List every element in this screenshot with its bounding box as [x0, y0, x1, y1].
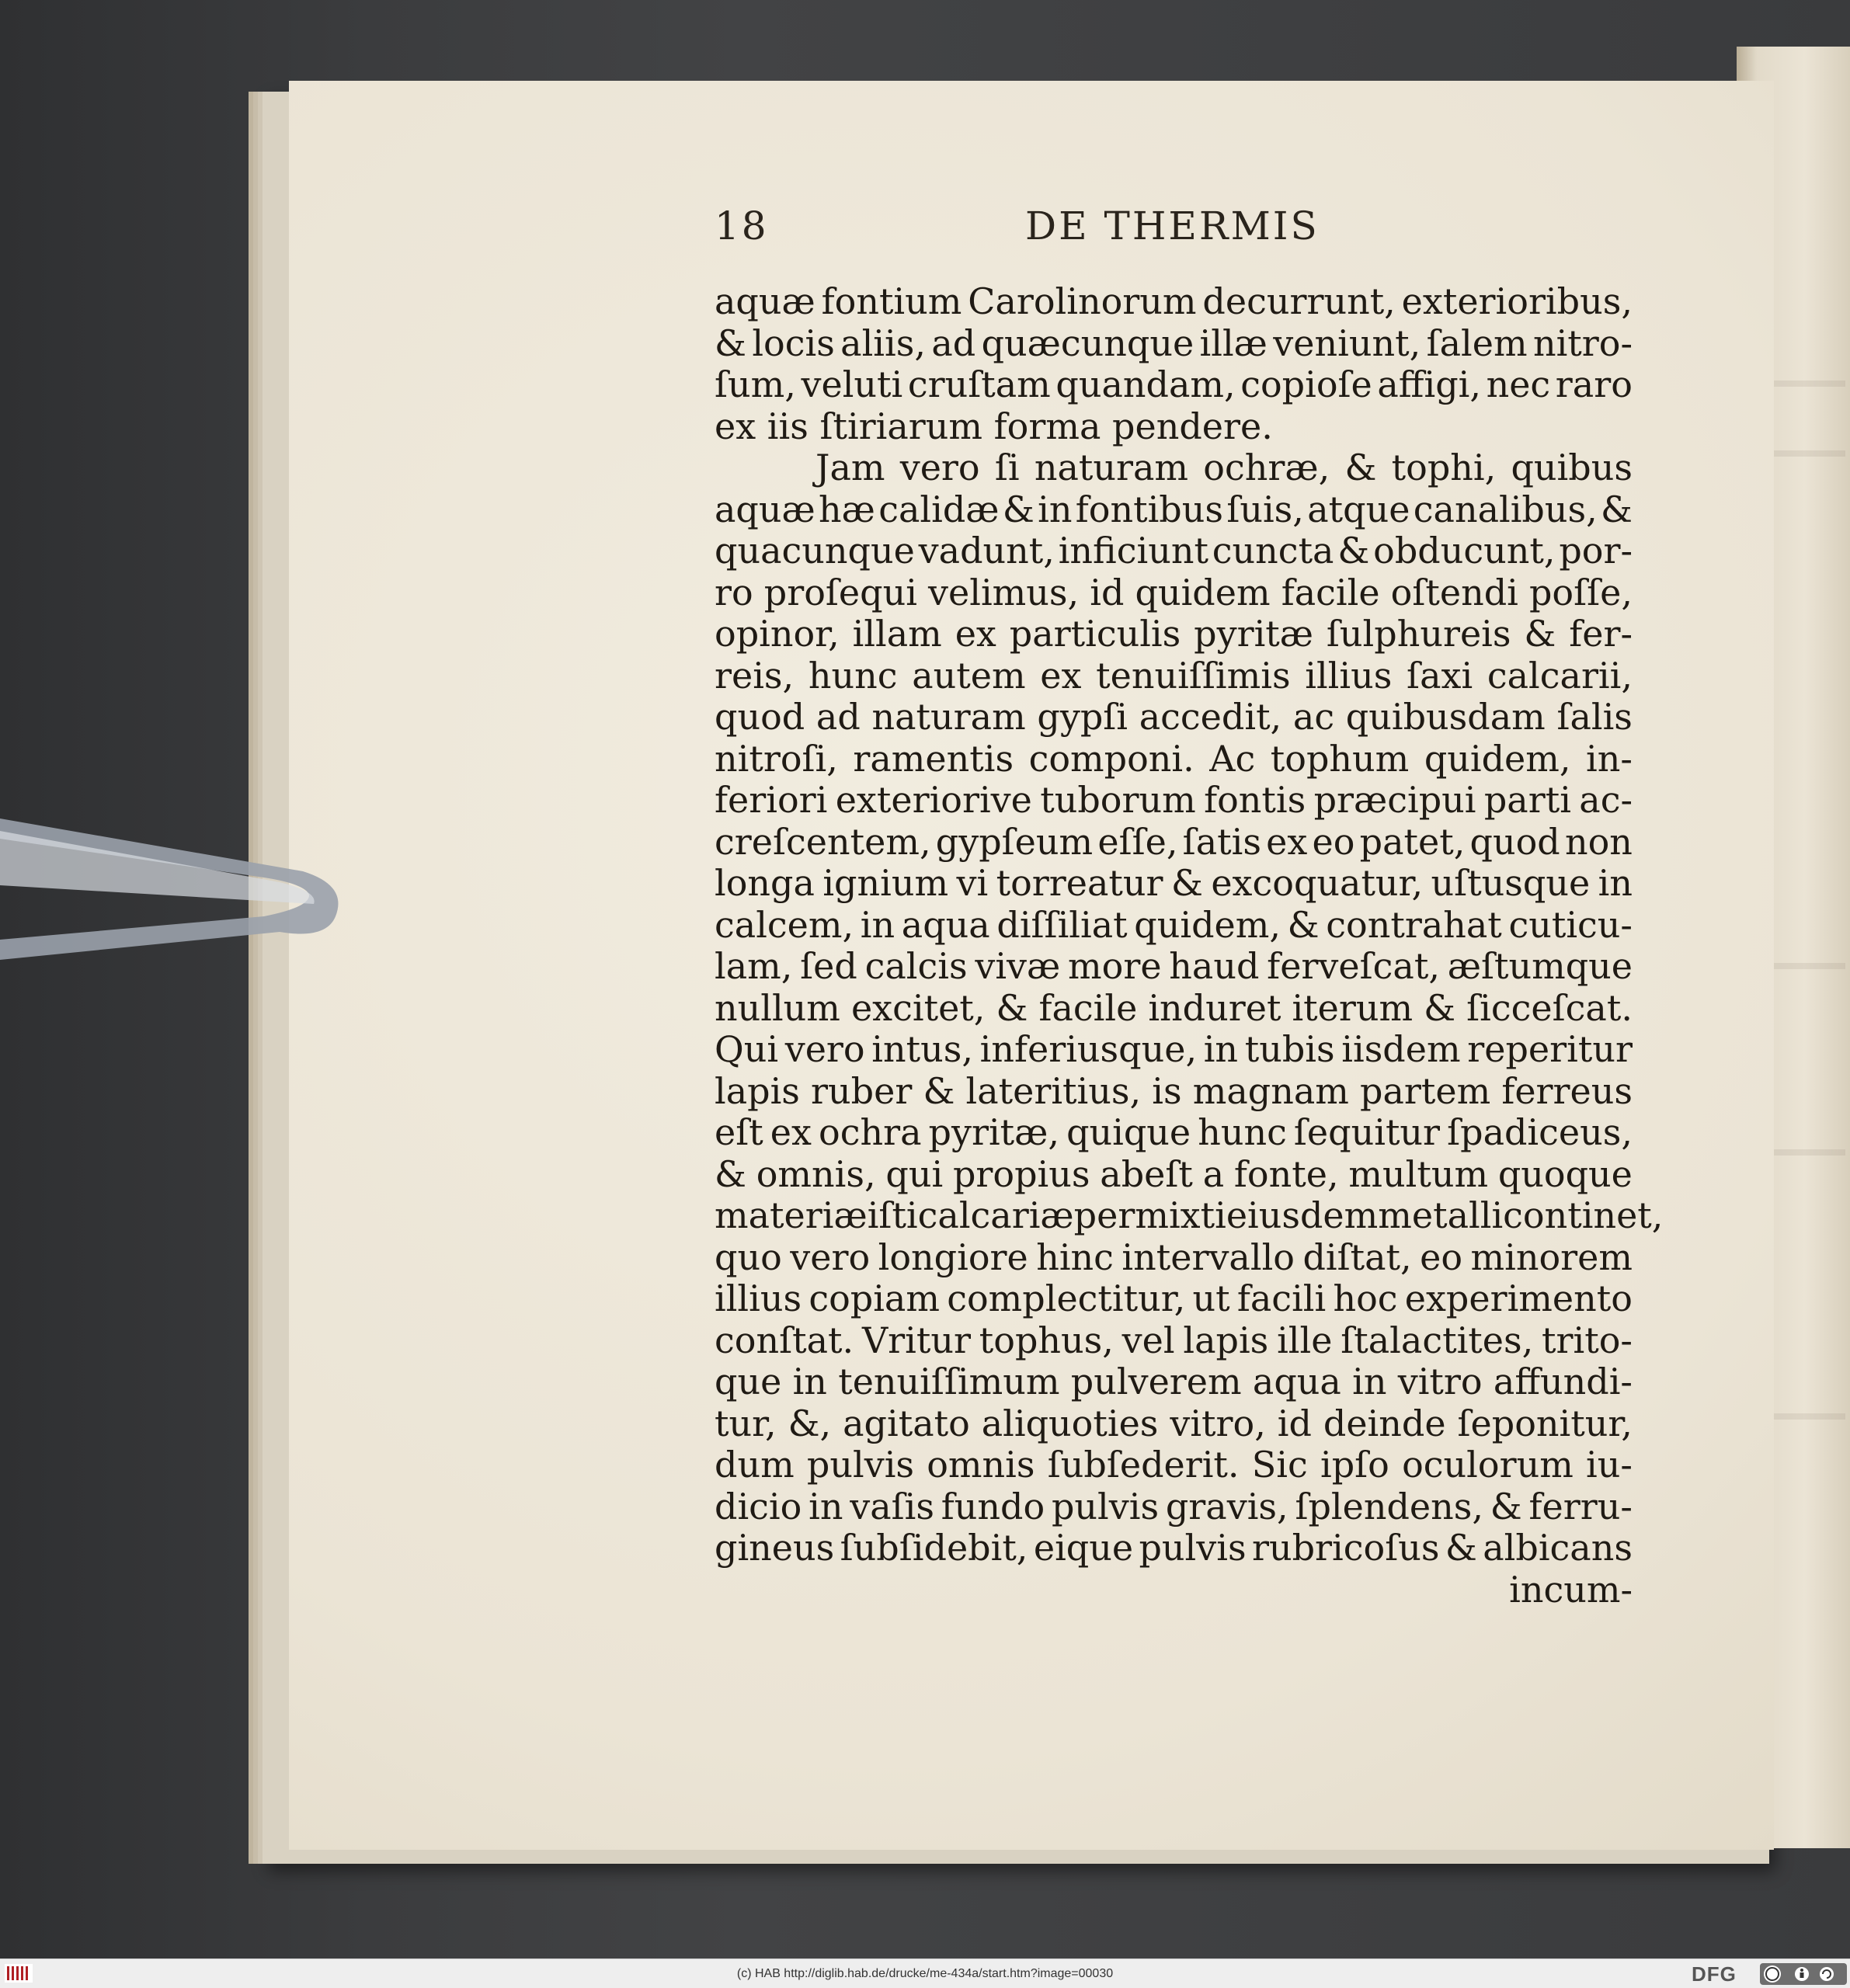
- text-line: opinor, illam ex particulis pyritæ ſulphureis & fer-: [715, 613, 1633, 655]
- text-line: materiæ iſti calcariæ permixti eiusdem metalli continet,: [715, 1194, 1664, 1236]
- text-line: & omnis, qui propius abeſt a fonte, multum quoque: [715, 1152, 1633, 1195]
- text-line: gineus ſubſidebit, eique pulvis rubricoſus & albicans: [715, 1527, 1633, 1569]
- viewer-footer: [0, 1958, 1850, 1988]
- text-line: lapis ruber & lateritius, is magnam partem ferreus: [715, 1069, 1633, 1112]
- running-head: [715, 203, 1631, 258]
- text-line: quo vero longiore hinc intervallo diſtat, eo minorem: [715, 1236, 1633, 1278]
- dfg-logo: DFG: [1692, 1962, 1737, 1986]
- text-line: ex iis ſtiriarum forma pendere.: [715, 405, 1273, 447]
- text-line: longa ignium vi torreatur & excoquatur, uſtusque in: [715, 862, 1633, 904]
- text-line: lam, ſed calcis vivæ more haud ferveſcat, æſtumque: [715, 945, 1633, 987]
- page-number: 18: [715, 203, 769, 248]
- text-line: ro proſequi velimus, id quidem facile oſtendi poſſe,: [715, 571, 1633, 613]
- text-line: creſcentem, gypſeum eſſe, ſatis ex eo patet, quod non: [715, 820, 1633, 863]
- page-clip-icon: [0, 808, 348, 963]
- text-line: ſum, veluti cruſtam quandam, copioſe affigi, nec raro: [715, 363, 1633, 405]
- text-line: illius copiam complectitur, ut facili hoc experimento: [715, 1277, 1633, 1319]
- text-line: eſt ex ochra pyritæ, quique hunc ſequitur ſpadiceus,: [715, 1111, 1633, 1153]
- cc-by-sa-icon: [1760, 1963, 1847, 1985]
- copyright-link[interactable]: (c) HAB http://diglib.hab.de/drucke/me-434a/start.htm?image=00030: [736, 1967, 1114, 1980]
- text-line: quacunque vadunt, inficiunt cuncta & obducunt, por-: [715, 530, 1633, 572]
- text-line: aquæ hæ calidæ & in fontibus ſuis, atque canalibus, &: [715, 488, 1633, 530]
- text-line: conſtat. Vritur tophus, vel lapis ille ſtalactites, trito-: [715, 1319, 1633, 1361]
- text-line: Qui vero intus, inferiusque, in tubis iisdem reperitur: [715, 1028, 1633, 1070]
- text-line: nitroſi, ramentis componi. Ac tophum quidem, in-: [715, 737, 1633, 780]
- page-body: [715, 280, 1664, 1611]
- text-line: calcem, in aqua diſſiliat quidem, & contrahat cuticu-: [715, 903, 1633, 946]
- running-title: DE THERMIS: [1025, 203, 1320, 248]
- text-line: quod ad naturam gypſi accedit, ac quibusdam ſalis: [715, 696, 1633, 738]
- text-line: aquæ fontium Carolinorum decurrunt, exterioribus,: [715, 280, 1633, 322]
- text-line: Jam vero ſi naturam ochræ, & tophi, quibus: [815, 447, 1633, 488]
- text-line: & locis aliis, ad quæcunque illæ veniunt, ſalem nitro-: [715, 321, 1633, 364]
- catchword: incum-: [1509, 1568, 1633, 1611]
- text-line: que in tenuiſſimum pulverem aqua in vitro affundi-: [715, 1361, 1633, 1402]
- text-line: reis, hunc autem ex tenuiſſimis illius ſaxi calcarii,: [715, 654, 1633, 697]
- text-line: feriori exteriorive tuborum fontis præcipui parti ac-: [715, 779, 1633, 821]
- text-line: nullum excitet, & facile induret iterum & ſicceſcat.: [715, 986, 1633, 1029]
- text-line: dicio in vaſis fundo pulvis gravis, ſplendens, & ferru-: [715, 1485, 1633, 1527]
- text-line: tur, &, agitato aliquoties vitro, id deinde ſeponitur,: [715, 1402, 1633, 1444]
- text-line: dum pulvis omnis ſubſederit. Sic ipſo oculorum iu-: [715, 1444, 1633, 1486]
